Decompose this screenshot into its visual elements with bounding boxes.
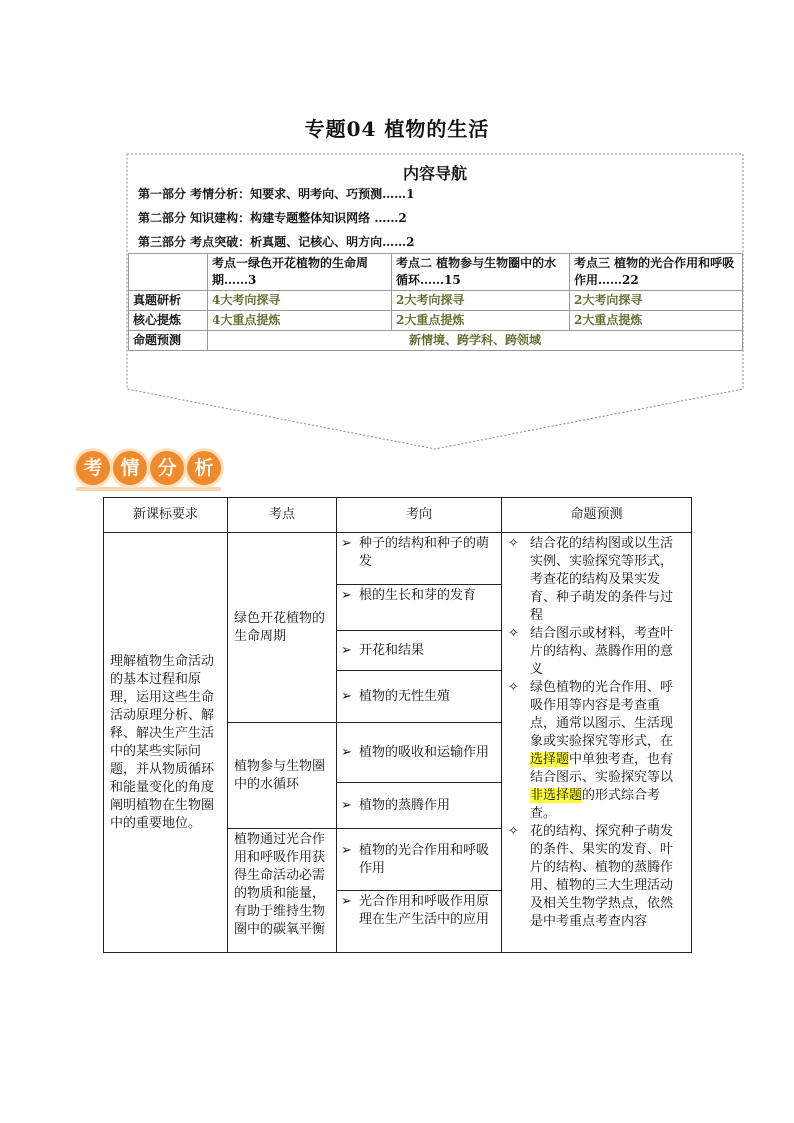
nav-cell: 2大考向探寻 — [392, 291, 570, 311]
direction-text: 开花和结果 — [359, 642, 425, 658]
direction-cell — [337, 533, 502, 585]
prediction-3-text: 的形式综合考查。 — [530, 788, 661, 821]
direction-text: 根的生长和芽的发育 — [359, 588, 477, 603]
nav-forecast-label: 命题预测 — [129, 331, 208, 351]
direction-text: 植物的蒸腾作用 — [359, 797, 451, 813]
nav-part-2[interactable]: 第二部分 知识建构：构建专题整体知识网络 ……2 — [138, 211, 407, 225]
direction-cell — [337, 671, 502, 723]
badge-char: 情 — [113, 451, 147, 485]
nav-table-corner — [129, 254, 208, 291]
direction-cell — [337, 783, 502, 829]
direction-text: 种子的结构和种子的萌发 — [359, 536, 490, 569]
direction-text: 植物的吸收和运输作用 — [359, 744, 490, 760]
diamond-icon: ✧ — [508, 680, 519, 695]
arrow-icon: ➢ — [341, 588, 352, 603]
arrow-icon: ➢ — [341, 744, 352, 760]
nav-column-1[interactable]: 考点一绿色开花植物的生命周期……3 — [208, 254, 392, 291]
arrow-icon: ➢ — [341, 642, 352, 658]
nav-cell: 2大重点提炼 — [392, 311, 570, 331]
requirement-cell: 理解植物生命活动的基本过程和原理，运用这些生命活动原理分析、解释、解决生产生活中的某些实际问题，并从物质循环和能量变化的角度阐明植物在生物圈中的重要地位。 — [104, 533, 228, 953]
arrow-icon: ➢ — [341, 842, 352, 858]
badge-char: 分 — [150, 451, 184, 485]
nav-cell: 4大考向探寻 — [208, 291, 392, 311]
prediction-4: 花的结构、探究种子萌发的条件、果实的发育、叶片的结构、植物的蒸腾作用、植物的三大生理活动及相关生物学热点，依然是中考重点考查内容 — [530, 824, 674, 929]
nav-row-label: 核心提炼 — [129, 311, 208, 331]
nav-part-1[interactable]: 第一部分 考情分析：知要求、明考向、巧预测……1 — [138, 187, 415, 201]
exam-analysis-table — [103, 497, 692, 953]
header-direction: 考向 — [337, 498, 502, 533]
highlight-non-multiple-choice: 非选择题 — [530, 788, 583, 803]
badge-char: 考 — [76, 451, 110, 485]
header-topic: 考点 — [228, 498, 337, 533]
arrow-icon: ➢ — [341, 688, 352, 704]
badge-char: 析 — [187, 451, 221, 485]
document-title: 专题04 植物的生活 — [304, 117, 490, 141]
prediction-3 — [530, 679, 685, 823]
nav-forecast-value: 新情境、跨学科、跨领域 — [208, 331, 743, 351]
arrow-icon: ➢ — [341, 536, 352, 551]
diamond-icon: ✧ — [508, 536, 519, 551]
arrow-icon: ➢ — [341, 797, 352, 813]
header-prediction: 命题预测 — [502, 498, 692, 533]
diamond-icon: ✧ — [508, 626, 519, 641]
prediction-3-text: 中单独考查，也有结合图示、实验探究等以 — [530, 752, 674, 785]
prediction-cell — [502, 533, 692, 953]
prediction-1: 结合花的结构图或以生活实例、实验探究等形式，考查花的结构及果实发育、种子萌发的条件与过程 — [530, 536, 674, 623]
content-navigation-box — [126, 153, 744, 449]
direction-text: 植物的无性生殖 — [359, 688, 451, 704]
direction-cell — [337, 723, 502, 783]
nav-column-3[interactable]: 考点三 植物的光合作用和呼吸作用……22 — [570, 254, 743, 291]
nav-cell: 4大重点提炼 — [208, 311, 392, 331]
arrow-icon: ➢ — [341, 894, 352, 909]
direction-cell — [337, 631, 502, 671]
topic-cell: 植物参与生物圈中的水循环 — [228, 723, 337, 829]
nav-part-3[interactable]: 第三部分 考点突破：析真题、记核心、明方向……2 — [138, 235, 415, 249]
highlight-multiple-choice: 选择题 — [530, 752, 570, 767]
direction-cell — [337, 829, 502, 891]
topic-cell: 植物通过光合作用和呼吸作用获得生命活动必需的物质和能量，有助于维持生物圈中的碳氧平衡 — [228, 829, 337, 953]
nav-cell: 2大重点提炼 — [570, 311, 743, 331]
prediction-3-text: 绿色植物的光合作用、呼吸作用等内容是考查重点，通常以图示、生活现象或实验探究等形式，在 — [530, 680, 674, 749]
direction-text: 光合作用和呼吸作用原理在生产生活中的应用 — [359, 894, 490, 927]
direction-cell — [337, 585, 502, 631]
nav-row-label: 真题研析 — [129, 291, 208, 311]
badge-underline — [76, 487, 221, 491]
direction-cell — [337, 891, 502, 953]
direction-text: 植物的光合作用和呼吸作用 — [359, 842, 490, 876]
nav-cell: 2大考向探寻 — [570, 291, 743, 311]
header-requirement: 新课标要求 — [104, 498, 228, 533]
diamond-icon: ✧ — [508, 824, 519, 839]
prediction-2: 结合图示或材料，考查叶片的结构、蒸腾作用的意义 — [530, 626, 674, 677]
topic-cell: 绿色开花植物的生命周期 — [228, 533, 337, 723]
nav-table — [128, 253, 743, 351]
nav-heading: 内容导航 — [402, 164, 467, 183]
section-badge — [74, 447, 224, 493]
nav-column-2[interactable]: 考点二 植物参与生物圈中的水循环……15 — [392, 254, 570, 291]
